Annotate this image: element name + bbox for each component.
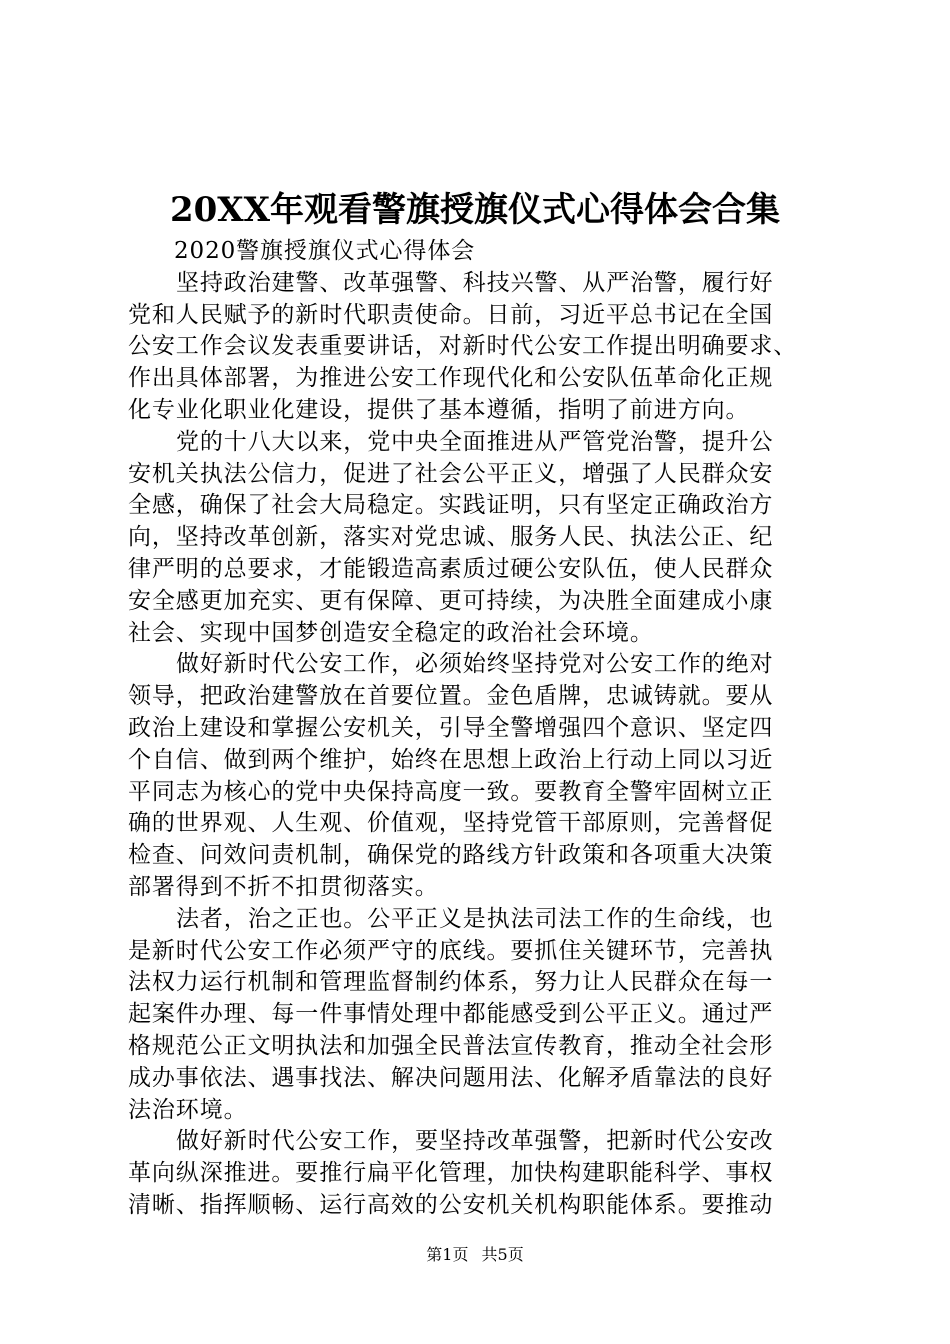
paragraph-line: 格规范公正文明执法和加强全民普法宣传教育，推动全社会形 [128,1032,774,1059]
page-footer [0,1244,950,1266]
document-subtitle: 2020警旗授旗仪式心得体会 [174,238,476,264]
paragraph-line: 安全感更加充实、更有保障、更可持续，为决胜全面建成小康 [128,587,774,614]
paragraph-line: 做好新时代公安工作，必须始终坚持党对公安工作的绝对 [176,651,774,678]
paragraph-line: 检查、问效问责机制，确保党的路线方针政策和各项重大决策 [128,842,774,869]
paragraph-line: 做好新时代公安工作，要坚持改革强警，把新时代公安改 [176,1128,774,1155]
paragraph-line: 党的十八大以来，党中央全面推进从严管党治警，提升公 [176,428,774,455]
paragraph-line: 部署得到不折不扣贯彻落实。 [128,873,439,900]
paragraph-line: 向，坚持改革创新，落实对党忠诚、服务人民、执法公正、纪 [128,524,774,551]
document-title: 20XX年观看警旗授旗仪式心得体会合集 [169,190,781,230]
paragraph-line: 社会、实现中国梦创造安全稳定的政治社会环境。 [128,619,654,646]
paragraph-line: 律严明的总要求，才能锻造高素质过硬公安队伍，使人民群众 [128,555,774,582]
paragraph-line: 革向纵深推进。要推行扁平化管理，加快构建职能科学、事权 [128,1160,774,1187]
paragraph-line: 领导，把政治建警放在首要位置。金色盾牌，忠诚铸就。要从 [128,683,774,710]
paragraph-line: 坚持政治建警、改革强警、科技兴警、从严治警，履行好 [176,269,774,296]
paragraph-line: 成办事依法、遇事找法、解决问题用法、化解矛盾靠法的良好 [128,1064,774,1091]
paragraph-line: 化专业化职业化建设，提供了基本遵循，指明了前进方向。 [128,396,750,423]
paragraph-line: 起案件办理、每一件事情处理中都能感受到公平正义。通过严 [128,1001,774,1028]
paragraph-line: 是新时代公安工作必须严守的底线。要抓住关键环节，完善执 [128,937,774,964]
paragraph-line: 法者，治之正也。公平正义是执法司法工作的生命线，也 [176,905,774,932]
document-body [128,236,828,1222]
paragraph-line: 法治环境。 [128,1096,248,1123]
paragraph-line: 清晰、指挥顺畅、运行高效的公安机关机构职能体系。要推动 [128,1191,774,1218]
paragraph-line: 安机关执法公信力，促进了社会公平正义，增强了人民群众安 [128,460,774,487]
paragraph-line: 政治上建设和掌握公安机关，引导全警增强四个意识、坚定四 [128,714,774,741]
paragraph-line: 作出具体部署，为推进公安工作现代化和公安队伍革命化正规 [128,365,774,392]
page-total: 共5页 [481,1245,524,1264]
paragraph-line: 个自信、做到两个维护，始终在思想上政治上行动上同以习近 [128,746,774,773]
page-number: 第1页 [426,1245,469,1264]
paragraph-line: 公安工作会议发表重要讲话，对新时代公安工作提出明确要求、 [128,333,798,360]
paragraph-line: 全感，确保了社会大局稳定。实践证明，只有坚定正确政治方 [128,492,774,519]
paragraph-line: 平同志为核心的党中央保持高度一致。要教育全警牢固树立正 [128,778,774,805]
paragraph-line: 党和人民赋予的新时代职责使命。日前，习近平总书记在全国 [128,301,774,328]
paragraph-line: 确的世界观、人生观、价值观，坚持党管干部原则，完善督促 [128,810,774,837]
paragraph-line: 法权力运行机制和管理监督制约体系，努力让人民群众在每一 [128,969,774,996]
